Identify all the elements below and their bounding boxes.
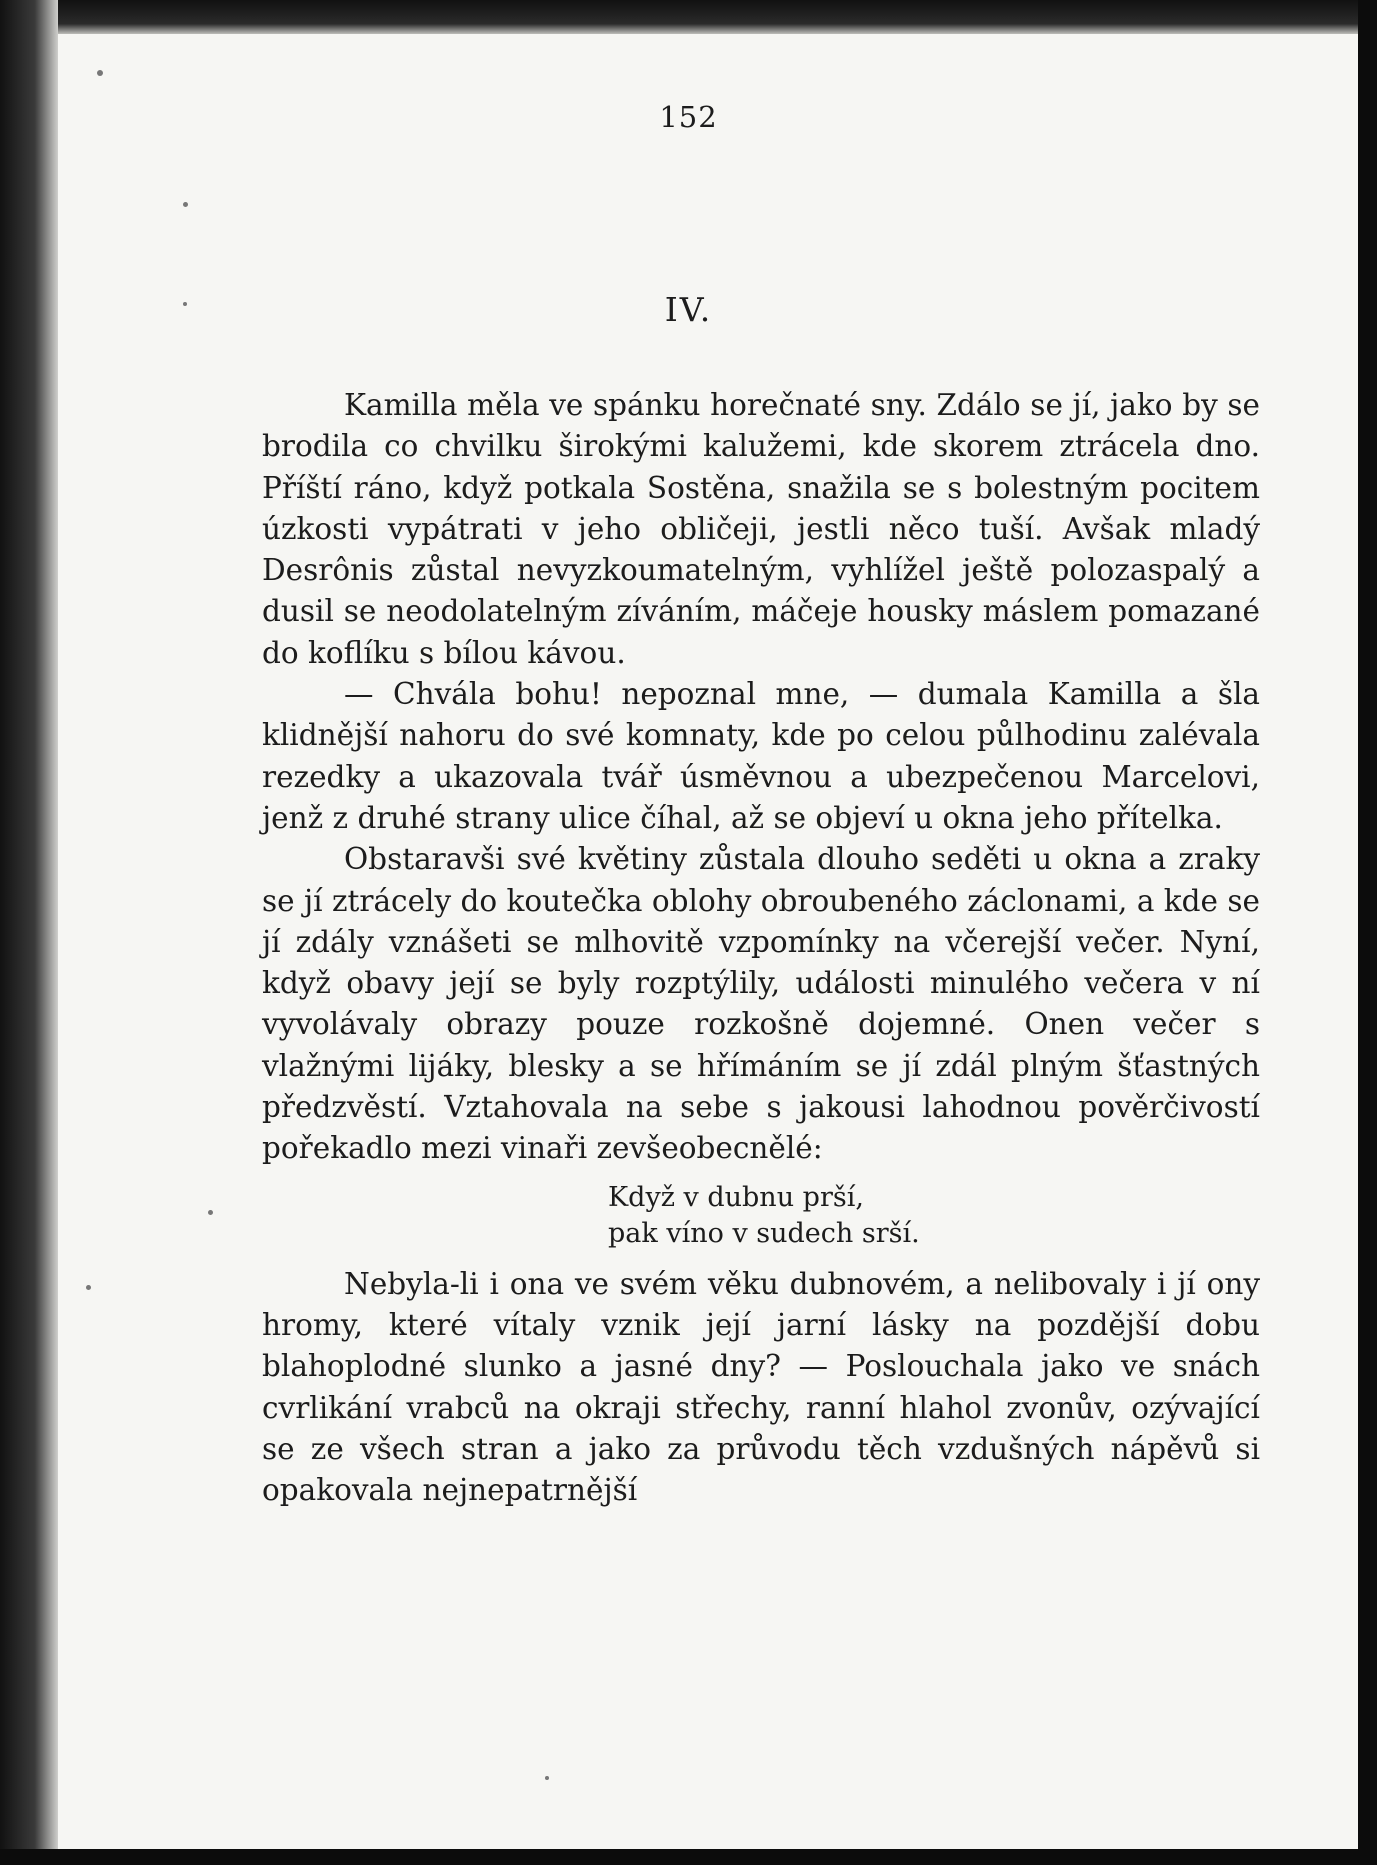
- paragraph: — Chvála bohu! nepoznal mne, — dumala Kamilla a šla klidnější nahoru do své komnaty, kde po celou půlhodinu zalévala rezedky a ukazovala tvář úsměvnou a ubezpečenou Marcelovi, jenž z druhé strany ulice číhal, až se objeví u okna jeho přítelka.: [262, 677, 1260, 835]
- scan-edge-top: [0, 0, 1377, 34]
- scan-edge-right: [1358, 0, 1377, 1865]
- page-number: 152: [659, 100, 718, 134]
- verse-line: pak víno v sudech srší.: [608, 1217, 920, 1249]
- body-text: [262, 385, 1260, 1511]
- scan-speck: [97, 70, 103, 76]
- chapter-heading: IV.: [664, 290, 713, 329]
- scan-edge-left: [0, 0, 58, 1865]
- scan-speck: [183, 202, 188, 207]
- paragraph: Nebyla-li i ona ve svém věku dubnovém, a nelibovaly i jí ony hromy, které vítaly vznik její jarní lásky na pozdější dobu blahoplodné slunko a jasné dny? — Poslouchala jako ve snách cvrlikání vrabců na okraji střechy, ranní hlahol zvonův, ozývající se ze všech stran a jako za průvodu těch vzdušných nápěvů si opakovala nejnepatrnější: [262, 1266, 1260, 1508]
- verse-quote: [608, 1180, 1260, 1252]
- scan-speck: [208, 1210, 213, 1215]
- paragraph: Obstaravši své květiny zůstala dlouho seděti u okna a zraky se jí ztrácely do koutečka oblohy obroubeného záclonami, a kde se jí zdály vznášeti se mlhovitě vzpomínky na včerejší večer. Nyní, když obavy její se byly rozptýlily, události minulého večera v ní vyvolávaly obrazy pouze rozkošně dojemné. Onen večer s vlažnými lijáky, blesky a se hřímáním se jí zdál plným šťastných předzvěstí. Vztahovala na sebe s jakousi lahodnou pověrčivostí pořekadlo mezi vinaři zevšeobecnělé:: [262, 842, 1260, 1166]
- paragraph: Kamilla měla ve spánku horečnaté sny. Zdálo se jí, jako by se brodila co chvilku širokými kalužemi, kde skorem ztrácela dno. Příští ráno, když potkala Sostěna, snažila se s bolestným pocitem úzkosti vypátrati v jeho obličeji, jestli něco tuší. Avšak mladý Desrônis zůstal nevyzkoumatelným, vyhlížel ještě polozaspalý a dusil se neodolatelným zíváním, máčeje housky máslem pomazané do koflíku s bílou kávou.: [262, 388, 1260, 670]
- scan-edge-bottom: [0, 1849, 1377, 1865]
- scan-speck: [86, 1285, 91, 1290]
- scan-speck: [545, 1776, 549, 1780]
- verse-line: Když v dubnu prší,: [608, 1181, 864, 1213]
